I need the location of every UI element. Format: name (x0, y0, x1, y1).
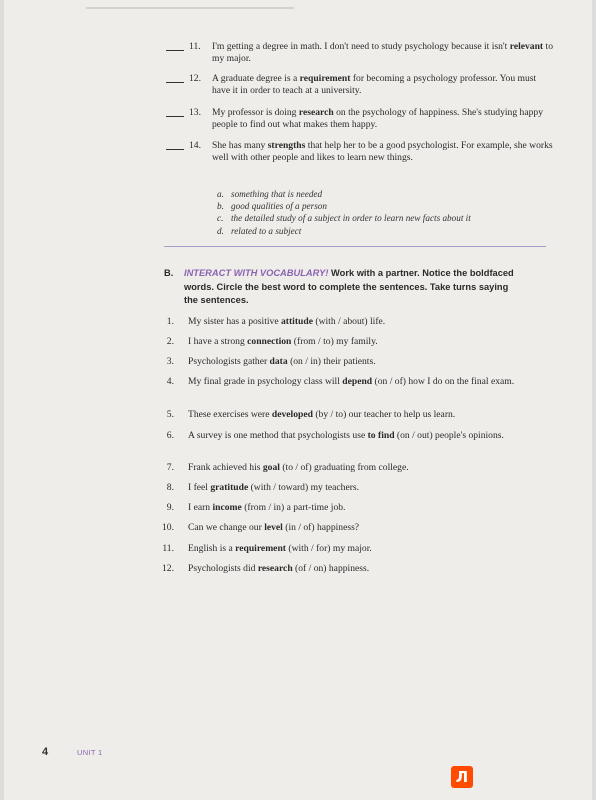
part-b-instructions: B. INTERACT WITH VOCABULARY! Work with a partner. Notice the boldfaced words. Circle the best word to complete the sentences. Take turns saying the sentences. (164, 268, 514, 305)
answer-blank[interactable] (166, 140, 184, 150)
textbook-page: 11. I'm getting a degree in math. I don't need to study psychology because it isn't relevant to my major. 12. A graduate degree is a requirement for becoming a psychology professor. You must have it in order to teach at a university. 13. My professor is doing research on the psychology of happiness. She's studying happy people to find out what makes them happy. 14. She has many strengths that help her to be a good psychologist. For example, she works well with other people and likes to learn new things. a. something that is needed b. good qualities of a person c. the detailed study of a subject in order to learn new facts about it d. related to a subject B. INTERACT WITH VOCABULARY! Work with a partner. Notice the boldfaced words. Circle the best word to complete the sentences. Take turns saying the sentences. 1. My sister has a positive attitude (with / about) life. 2. I have a strong connection (from / to) my family. 3. Psychologists gather data (on / in) their patients. 4. My final grade in psychology class will depend (on / of) how I do on the final exam. 5. These exercises were developed (by / to) our teacher to help us learn. 6. A survey is one method that psychologists use to find (on / out) people's opinions. 7. Frank achieved his goal (to / of) graduating from college. 8. I feel gratitude (with / toward) my teachers. 9. I earn income (from / in) a part-time job. 10. Can we change our level (in / of) happiness? 11. English is a requirement (with / for) my major. 12. Psychologists did research (of / on) happiness. 4 UNIT 1 Л (4, 0, 592, 800)
definition-list (217, 188, 471, 237)
answer-blank[interactable] (166, 73, 184, 83)
page-number: 4 (42, 746, 49, 758)
section-label: B. (164, 268, 174, 278)
definition-item: a. something that is needed (217, 189, 323, 199)
unit-label: UNIT 1 (77, 748, 103, 757)
definition-item: c. the detailed study of a subject in order to learn new facts about it (217, 213, 471, 224)
section-title: INTERACT WITH VOCABULARY! (184, 268, 329, 278)
answer-blank[interactable] (166, 41, 184, 51)
section-divider (164, 246, 546, 247)
answer-blank[interactable] (166, 107, 184, 117)
definition-item: b. good qualities of a person (217, 201, 327, 212)
definition-item: d. related to a subject (217, 225, 302, 236)
watermark-logo-icon: Л (451, 766, 473, 788)
top-rule (86, 7, 294, 9)
